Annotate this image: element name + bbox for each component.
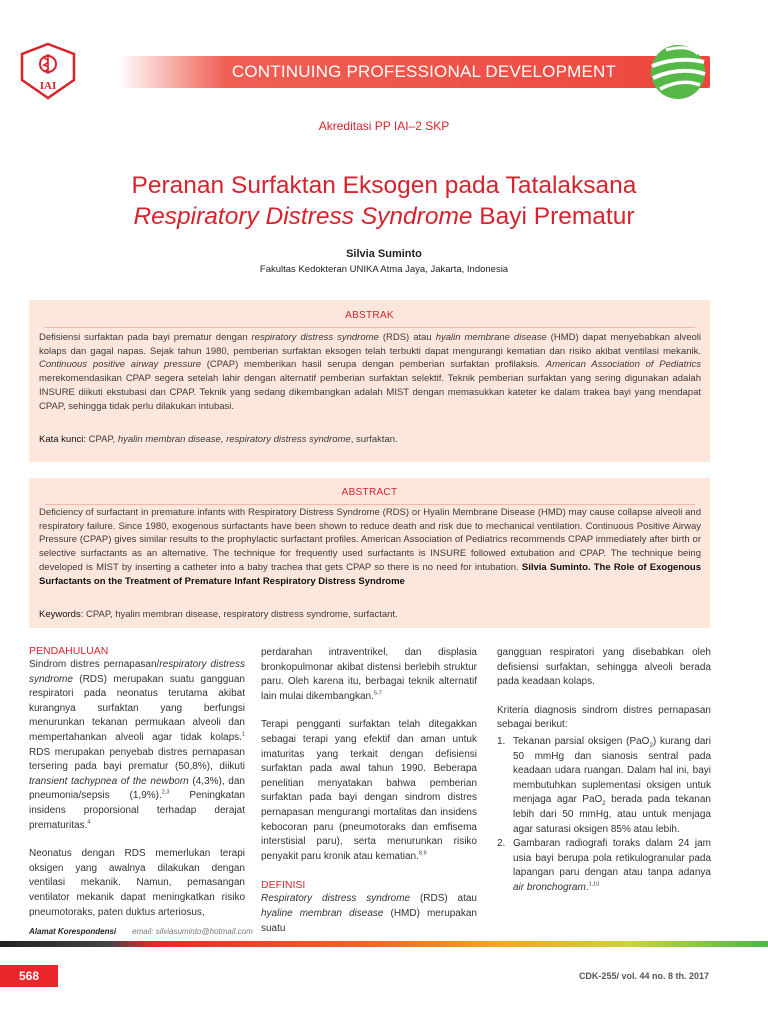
author-affiliation: Fakultas Kedokteran UNIKA Atma Jaya, Jakarta, Indonesia: [259, 264, 509, 275]
cpd-banner: [118, 56, 710, 88]
correspondence-email[interactable]: email: silviasuminto@hotmail.com: [132, 927, 253, 936]
body-column-3: [497, 646, 711, 896]
list-item: 1. Tekanan parsial oksigen (PaO$_2$) kurang dari 50 mmHg dan sianosis sentral pada keadaan udara ruangan. Dalam hal ini, bayi membutuhkan suplementasi oksigen untuk menjaga agar PaO$_2$ berada pada tekanan lebih dari 50 mmHg, atau untuk menjaga agar saturasi oksigen 85% atau lebih.: [497, 735, 711, 835]
body-column-2: [261, 646, 477, 950]
abstract-citation: Silvia Suminto. The Role of Exogenous Surfactants on the Treatment of Premature Infant Respiratory Distress Syndrome: [39, 561, 701, 587]
abstract-box: [29, 478, 710, 628]
section-heading-pendahuluan: PENDAHULUAN: [29, 645, 109, 657]
abstract-heading: ABSTRACT: [29, 487, 710, 505]
list-item: 2. Gambaran radiografi toraks dalam 24 jam usia bayi berupa pola retikulogranular pada lapangan paru dengan atau tanpa adanya air bronchogram.$^{1,10}$: [497, 838, 711, 893]
abstrak-heading: ABSTRAK: [29, 310, 710, 328]
title-line-2-rest: Bayi Prematur: [472, 203, 635, 230]
correspondence: [29, 927, 253, 936]
body-column-1: [29, 644, 245, 934]
abstrak-keywords: Kata kunci: CPAP, hyalin membran disease, respiratory distress syndrome, surfaktan.: [39, 434, 398, 445]
journal-reference: CDK-255/ vol. 44 no. 8 th. 2017: [578, 971, 709, 981]
paragraph: Respiratory distress syndrome (RDS) atau hyaline membran disease (HMD) merupakan suatu: [261, 893, 477, 934]
abstract-keywords: Keywords: CPAP, hyalin membran disease, respiratory distress syndrome, surfactant.: [39, 609, 398, 620]
correspondence-label: Alamat Korespondensi: [29, 927, 117, 936]
title-line-1: Peranan Surfaktan Eksogen pada Tatalaksana: [131, 172, 637, 199]
paragraph: gangguan respiratori yang disebabkan oleh defisiensi surfaktan, sehingga alveoli berada pada keadaan kolaps.: [497, 647, 711, 688]
paragraph: Sindrom distres pernapasan/respiratory distress syndrome (RDS) merupakan suatu gangguan respiratori pada neonatus terutama akibat kurangnya surfaktan yang berfungsi menurunkan tekanan permukaan alveoli dan mempertahankan alveoli agar tidak kolaps.$^1$ RDS merupakan penyebab distres pernapasan tersering pada bayi prematur (50,8%), diikuti transient tachypnea of the newborn (4,3%), dan pneumonia/sepsis (1,9%).$^{2,3}$ Peningkatan insidens proporsional terhadap derajat prematuritas.$^4$: [29, 659, 245, 831]
article-title: [0, 170, 768, 232]
accreditation-note: Akreditasi PP IAI–2 SKP: [318, 119, 450, 133]
globe-icon: [648, 42, 708, 102]
footer-color-bar: [0, 941, 768, 947]
paragraph: Kriteria diagnosis sindrom distres pernapasan sebagai berikut:: [497, 704, 711, 731]
page-number: 568: [18, 969, 40, 983]
author-name: Silvia Suminto: [346, 248, 422, 260]
abstrak-box: [29, 300, 710, 462]
iai-logo-text: IAI: [39, 80, 57, 92]
keywords-label: Kata kunci:: [39, 434, 86, 445]
paragraph: perdarahan intraventrikel, dan displasia bronkopulmonar akibat distensi berlebih struktur paru. Oleh karena itu, berbagai teknik alternatif lain mulai dikembangkan.$^{5-7}$: [261, 647, 477, 702]
iai-logo: [18, 42, 78, 100]
title-italic-term: Respiratory Distress Syndrome: [133, 203, 473, 230]
paragraph: Neonatus dengan RDS memerlukan terapi oksigen yang awalnya dilakukan dengan ventilasi mekanik. Namun, pemasangan ventilator mekanik dapat meningkatkan risiko pneumotoraks, paten duktus arteriosus,: [29, 848, 245, 918]
paragraph: Terapi pengganti surfaktan telah ditegakkan sebagai terapi yang efektif dan aman untuk imaturitas yang terkait dengan defisiensi surfaktan pada awal tahun 1990. Beberapa penelitian menyatakan bahwa pemberian surfaktan pada bayi dengan sindrom distres pernapasan mengurangi mortalitas dan insidens kebocoran paru (pneumotoraks dan emfisema interstisial paru), serta menurunkan risiko penyakit paru kronik atau kematian.$^{8,9}$: [261, 719, 477, 862]
page-number-badge: [0, 965, 58, 987]
title-line-2: [0, 201, 768, 232]
abstrak-text: Defisiensi surfaktan pada bayi prematur dengan respiratory distress syndrome (RDS) atau hyalin membrane disease (HMD) dapat menyebabkan alveoli kolaps dan gagal napas. Sejak tahun 1980, pemberian surfaktan eksogen telah terbukti dapat mengurangi kematian dan risiko akibat ventilasi mekanik. Continuous positive airway pressure (CPAP) memberikan hasil serupa dengan pemberian surfaktan profilaksis. American Association of Pediatrics merekomendasikan CPAP segera setelah lahir dengan alternatif pemberian surfaktan selektif. Teknik pemberian surfaktan yang sering digunakan adalah INSURE diikuti ekstubasi dan CPAP. Teknik yang sedang dikembangkan adalah MIST dengan memasukkan kateter ke dalam trakea bayi yang mendapat CPAP, sehingga tidak perlu dilakukan intubasi.: [39, 332, 702, 412]
section-heading-definisi: DEFINISI: [261, 879, 306, 892]
abstract-text: Deficiency of surfactant in premature infants with Respiratory Distress Syndrome (RDS) or Hyalin Membrane Disease (HMD) may cause collapse alveoli and respiratory failure. Since 1980, exogenous surfactants have been shown to reduce death and risk due to mechanical ventilation. Continuous Positive Airway Pressure (CPAP) gives similar results to the prophylactic surfactant profiles. American Association of Pediatrics recommends CPAP immediately after birth or selective surfactants as an alternative. The technique for frequently used surfactants is INSURE followed extubation and CPAP. The technique being developed is MIST by inserting a catheter into a baby trachea that gets CPAP so there is no need for intubation. Silvia Suminto. The Role of Exogenous Surfactants on the Treatment of Premature Infant Respiratory Distress Syndrome: [39, 507, 701, 587]
keywords-label: Keywords: [39, 609, 81, 620]
cpd-banner-title: CONTINUING PROFESSIONAL DEVELOPMENT: [231, 62, 617, 81]
